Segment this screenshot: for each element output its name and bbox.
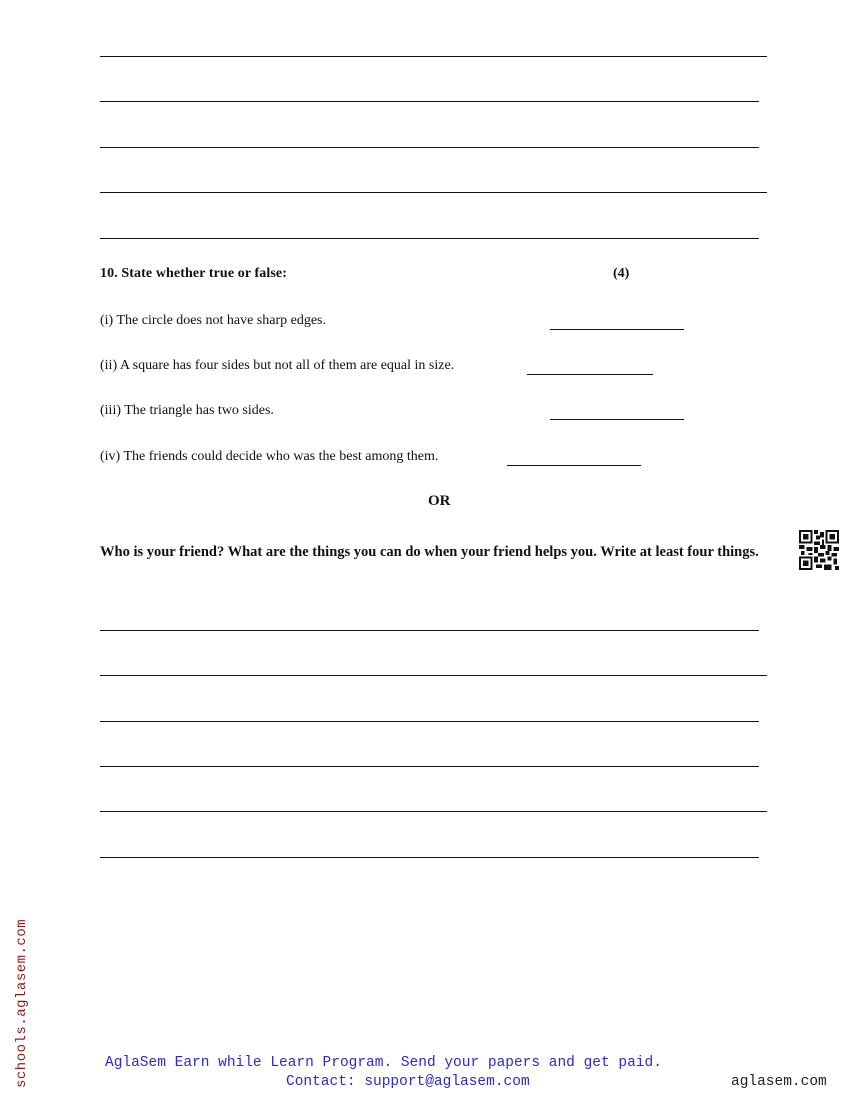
answer-line <box>100 721 759 722</box>
true-false-item: (iv) The friends could decide who was the best among them. <box>100 449 439 464</box>
answer-line <box>100 101 759 102</box>
or-separator: OR <box>428 493 451 509</box>
footer-site[interactable]: aglasem.com <box>731 1074 827 1090</box>
side-watermark-url: schools.aglasem.com <box>14 918 30 1088</box>
answer-line <box>100 192 767 193</box>
answer-blank <box>550 329 684 330</box>
true-false-item: (iii) The triangle has two sides. <box>100 403 274 418</box>
answer-line <box>100 630 759 631</box>
question-marks: (4) <box>613 266 630 281</box>
answer-line <box>100 857 759 858</box>
answer-blank <box>507 465 641 466</box>
alternative-question: Who is your friend? What are the things you can do when your friend helps you. Write at least four things. <box>100 544 759 560</box>
answer-blank <box>527 374 653 375</box>
answer-line <box>100 675 767 676</box>
true-false-item: (i) The circle does not have sharp edges. <box>100 313 326 328</box>
answer-blank <box>550 419 684 420</box>
answer-line <box>100 56 767 57</box>
question-title: 10. State whether true or false: <box>100 266 287 281</box>
answer-line <box>100 238 759 239</box>
answer-line <box>100 766 759 767</box>
footer-promo: AglaSem Earn while Learn Program. Send your papers and get paid. <box>105 1055 662 1071</box>
qr-code-icon <box>799 530 839 570</box>
true-false-item: (ii) A square has four sides but not all of them are equal in size. <box>100 358 455 373</box>
footer-contact[interactable]: Contact: support@aglasem.com <box>286 1074 530 1090</box>
answer-line <box>100 811 767 812</box>
answer-line <box>100 147 759 148</box>
